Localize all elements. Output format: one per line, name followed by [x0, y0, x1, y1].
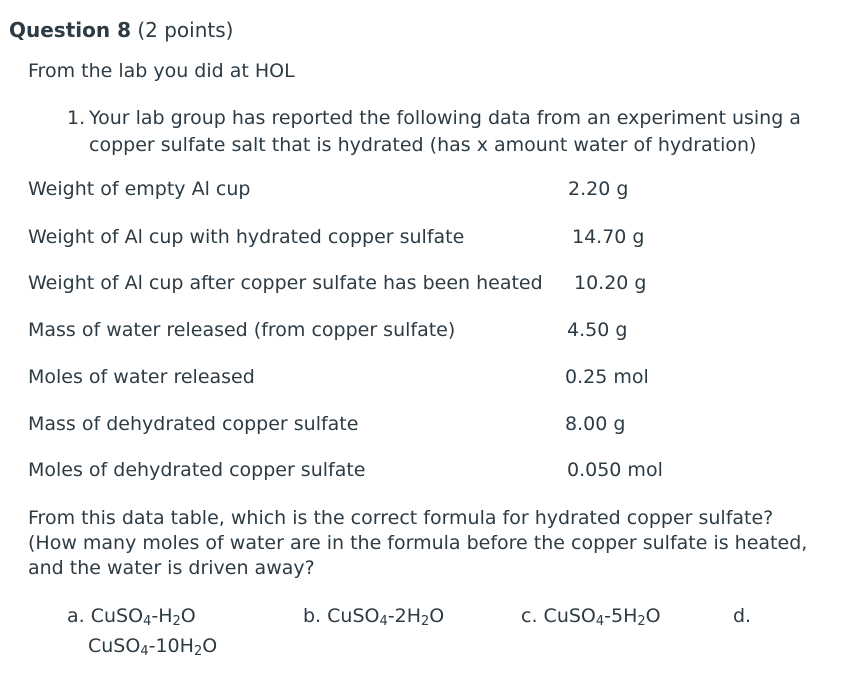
list-item-1	[67, 105, 807, 159]
row-label-empty-cup: Weight of empty Al cup	[28, 178, 251, 200]
row-value-dehydrated-mass: 8.00 g	[565, 413, 626, 435]
question-header	[9, 18, 233, 42]
row-label-cup-heated: Weight of Al cup after copper sulfate has been heated	[28, 272, 543, 294]
row-label-cup-hydrated: Weight of Al cup with hydrated copper sulfate	[28, 226, 465, 248]
choice-c-letter: c.	[521, 605, 538, 627]
choice-a-letter: a.	[67, 605, 85, 627]
choice-d-letter: d.	[733, 605, 752, 627]
choice-b[interactable]	[303, 605, 444, 627]
choice-b-letter: b.	[303, 605, 322, 627]
list-item-number: 1.	[67, 107, 86, 129]
row-label-dehydrated-moles: Moles of dehydrated copper sulfate	[28, 459, 366, 481]
question-points: (2 points)	[137, 18, 234, 42]
choice-c[interactable]	[521, 605, 661, 627]
question-prompt: From this data table, which is the correct formula for hydrated copper sulfate? (How many moles of water are in the formula before the copper sulfate is heated, and the water is driven away?	[28, 507, 808, 579]
question-title: Question 8	[9, 18, 131, 42]
choice-c-formula: $CuSO_4-5H_2O$	[543, 605, 661, 629]
row-value-cup-heated: 10.20 g	[574, 272, 647, 294]
row-value-cup-hydrated: 14.70 g	[572, 226, 645, 248]
choice-d[interactable]	[88, 635, 217, 657]
row-value-empty-cup: 2.20 g	[568, 178, 629, 200]
choice-a-formula: $CuSO_4-H_2O$	[90, 605, 196, 629]
list-item-text: Your lab group has reported the following data from an experiment using a copper sulfate salt that is hydrated (has x amount water of hydration)	[89, 107, 801, 156]
row-value-dehydrated-moles: 0.050 mol	[567, 459, 663, 481]
intro-text: From the lab you did at HOL	[28, 60, 295, 82]
row-label-water-mass: Mass of water released (from copper sulfate)	[28, 319, 456, 341]
choice-b-formula: $CuSO_4-2H_2O$	[327, 605, 445, 629]
row-value-water-moles: 0.25 mol	[565, 366, 649, 388]
choice-d-letter-wrap[interactable]	[733, 605, 751, 627]
choice-a[interactable]	[67, 605, 196, 627]
choice-d-formula: $CuSO_4-10H_2O$	[88, 635, 218, 659]
row-value-water-mass: 4.50 g	[567, 319, 628, 341]
row-label-water-moles: Moles of water released	[28, 366, 255, 388]
row-label-dehydrated-mass: Mass of dehydrated copper sulfate	[28, 413, 359, 435]
